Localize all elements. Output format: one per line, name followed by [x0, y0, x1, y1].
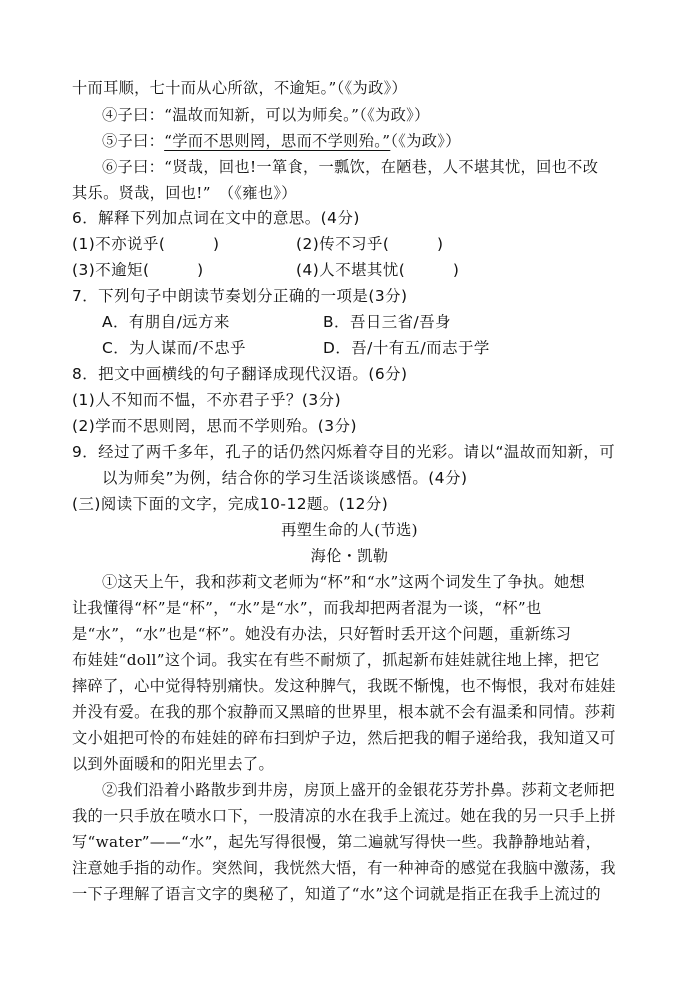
passage-line-3 [102, 131, 461, 151]
paragraph-2-line: ②我们沿着小路散步到井房，房顶上盛开的金银花芬芳扑鼻。莎莉文老师把 [102, 781, 615, 799]
passage-line-3-suffix: （《为政》） [390, 132, 461, 150]
paragraph-1-line: 文小姐把可怜的布娃娃的碎布扫到炉子边，然后把我的帽子递给我，我知道又可 [72, 729, 616, 747]
article-title: 再塑生命的人(节选) [281, 521, 418, 539]
question-6-item-4: (4)人不堪其忧( ) [296, 261, 460, 279]
question-7-option-d: D．吾/十有五/而志于学 [323, 339, 490, 357]
question-7-option-b: B．吾日三省/吾身 [323, 313, 451, 331]
question-9-line-1: 9．经过了两千多年，孔子的话仍然闪烁着夺目的光彩。请以“温故而知新，可 [72, 443, 616, 461]
question-9-line-2: 以为师矣”为例，结合你的学习生活谈谈感悟。(4分) [102, 469, 468, 487]
question-7-option-a: A．有朋自/远方来 [102, 313, 230, 331]
section-3-stem: (三)阅读下面的文字，完成10-12题。(12分) [72, 495, 389, 513]
article-author: 海伦・凯勒 [310, 547, 389, 565]
paragraph-1-line: 是“水”，“水”也是“杯”。她没有办法，只好暂时丢开这个问题，重新练习 [72, 625, 572, 643]
passage-line-5: 其乐。贤哉，回也!” （《雍也》） [72, 184, 297, 202]
question-7-option-c: C．为人谋而/不忠乎 [102, 339, 247, 357]
passage-line-4: ⑥子曰：“贤哉，回也!一箪食，一瓢饮，在陋巷，人不堪其忧，回也不改 [102, 158, 599, 176]
paragraph-2-line: 写“water”——“水”，起先写得很慢，第二遍就写得快一些。我静静地站着， [72, 833, 602, 851]
paragraph-1-line: 摔碎了，心中觉得特别痛快。发这种脾气，我既不惭愧，也不悔恨，我对布娃娃 [72, 677, 616, 695]
passage-line-2: ④子曰：“温故而知新，可以为师矣。”（《为政》） [102, 106, 430, 124]
passage-line-1: 十而耳顺，七十而从心所欲，不逾矩。”（《为政》） [72, 79, 408, 97]
question-6-item-2: (2)传不习乎( ) [296, 235, 444, 253]
paragraph-2-line: 我的一只手放在喷水口下，一股清凉的水在我手上流过。她在我的另一只手上拼 [72, 807, 616, 825]
paragraph-2-line: 注意她手指的动作。突然间，我恍然大悟，有一种神奇的感觉在我脑中激荡，我 [72, 859, 616, 877]
paragraph-1-line: 并没有爱。在我的那个寂静而又黑暗的世界里，根本就不会有温柔和同情。莎莉 [72, 703, 616, 721]
underlined-sentence: “学而不思则罔，思而不学则殆。” [164, 132, 391, 150]
question-8-stem: 8．把文中画横线的句子翻译成现代汉语。(6分) [72, 365, 408, 383]
paragraph-1-line: ①这天上午，我和莎莉文老师为“杯”和“水”这两个词发生了争执。她想 [102, 573, 586, 591]
paragraph-1-line: 让我懂得“杯”是“杯”，“水”是“水”，而我却把两者混为一谈，“杯”也 [72, 599, 542, 617]
question-6-stem: 6．解释下列加点词在文中的意思。(4分) [72, 209, 360, 227]
question-8-item-1: (1)人不知而不愠，不亦君子乎？(3分) [72, 391, 342, 409]
paragraph-1-line: 以到外面暖和的阳光里去了。 [72, 755, 274, 773]
question-7-stem: 7．下列句子中朗读节奏划分正确的一项是(3分) [72, 287, 408, 305]
question-6-item-1: (1)不亦说乎( ) [72, 235, 220, 253]
question-8-item-2: (2)学而不思则罔，思而不学则殆。(3分) [72, 417, 357, 435]
paragraph-1-line: 布娃娃“doll”这个词。我实在有些不耐烦了，抓起新布娃娃就往地上摔，把它 [72, 651, 600, 669]
paragraph-2-line: 一下子理解了语言文字的奥秘了，知道了“水”这个词就是指正在我手上流过的 [72, 885, 601, 903]
passage-line-3-prefix: ⑤子曰： [102, 132, 165, 150]
question-6-item-3: (3)不逾矩( ) [72, 261, 204, 279]
